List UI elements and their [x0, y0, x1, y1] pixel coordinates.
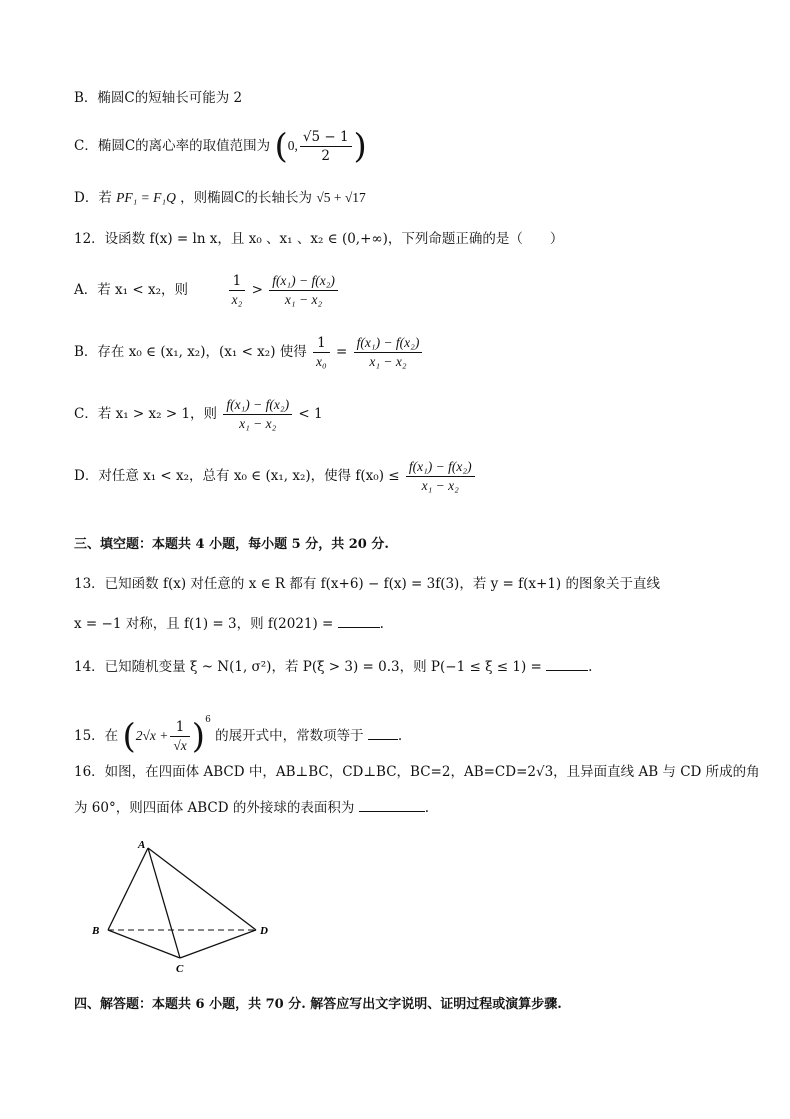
paren-right: ) [191, 716, 206, 757]
fraction-numerator: 1 [313, 334, 330, 353]
fraction-denominator: x₀ [316, 354, 327, 369]
vertex-label-d: D [260, 925, 268, 937]
eccentricity-fraction [300, 128, 352, 165]
answer-blank[interactable] [359, 799, 425, 812]
vertex-label-c: C [176, 963, 184, 975]
edge-ab [108, 848, 148, 930]
fraction-denominator: x₁ − x₂ [284, 292, 323, 307]
question-13-line-2 [74, 614, 384, 634]
question-16-line-2 [74, 798, 429, 818]
edge-ac [148, 848, 180, 958]
relation-symbol: = [336, 344, 348, 360]
difference-quotient [223, 396, 292, 433]
vertex-label-a: A [138, 839, 146, 851]
relation-symbol: > [251, 282, 263, 298]
question-12-option-a [74, 272, 340, 309]
answer-blank[interactable] [338, 615, 380, 628]
paren-left: ( [122, 716, 136, 757]
q15-suffix: 的展开式中，常数项等于 [215, 728, 364, 744]
fraction-numerator: 1 [229, 272, 246, 291]
option-d12-prefix: D．对任意 x₁ < x₂，总有 x₀ ∈ (x₁, x₂)，使得 f(x₀) ≤ [74, 468, 400, 484]
interval-lead: 0, [287, 138, 298, 153]
fraction-denominator: x₁ − x₂ [239, 416, 277, 431]
question-15 [74, 700, 403, 757]
difference-quotient [406, 458, 475, 495]
option-a-left-fraction [229, 272, 246, 309]
paren-left: ( [274, 126, 288, 167]
question-14 [74, 657, 592, 677]
vector-equation: PF₁ = F₁Q [116, 190, 176, 205]
q13-text: x = −1 对称，且 f(1) = 3，则 f(2021) = [74, 616, 334, 632]
tetrahedron-figure [88, 834, 278, 980]
question-16-line-1: 16．如图，在四面体 ABCD 中，AB⊥BC，CD⊥BC，BC=2，AB=CD=2√3，且异面直线 AB 与 CD 所成的角 [74, 764, 760, 780]
option-d-answer: √5 + √17 [316, 190, 366, 205]
fraction-numerator: f(x₁) − f(x₂) [223, 396, 292, 415]
section-3-heading: 三、填空题：本题共 4 小题，每小题 5 分，共 20 分. [74, 537, 389, 552]
option-c-prefix: C．椭圆C的离心率的取值范围为 [74, 138, 271, 154]
fraction-numerator: 1 [170, 718, 189, 737]
q16-text: 为 60°，则四面体 ABCD 的外接球的表面积为 [74, 800, 355, 816]
binomial-term: 2√x + [135, 728, 169, 743]
difference-quotient [269, 272, 338, 309]
option-a-prefix: A．若 x₁ < x₂，则 [74, 282, 188, 298]
question-12-option-c [74, 396, 323, 433]
fraction-numerator: √5 − 1 [300, 128, 352, 147]
section-4-heading: 四、解答题：本题共 6 小题，共 70 分. 解答应写出文字说明、证明过程或演算步骤. [74, 997, 562, 1012]
edge-ad [148, 848, 256, 930]
fraction-numerator: f(x₁) − f(x₂) [406, 458, 475, 477]
option-d-mid: ，则椭圆C的长轴长为 [180, 190, 313, 206]
binomial-fraction [170, 718, 189, 755]
option-c12-prefix: C．若 x₁ > x₂ > 1，则 [74, 406, 218, 422]
option-b-ellipse: B．椭圆C的短轴长可能为 2 [74, 90, 243, 106]
edge-cd [180, 930, 256, 958]
option-d-ellipse [74, 188, 366, 208]
option-d-prefix: D．若 [74, 190, 112, 206]
answer-blank[interactable] [546, 658, 588, 671]
question-12-option-b [74, 334, 424, 371]
vertex-label-b: B [92, 925, 100, 937]
option-c-ellipse [74, 128, 367, 165]
option-c12-suffix: < 1 [298, 406, 323, 422]
answer-blank[interactable] [368, 727, 398, 740]
q14-end: . [588, 659, 593, 675]
fraction-denominator: x₁ − x₂ [369, 354, 407, 369]
option-b-left-fraction [313, 334, 330, 371]
edge-bc [108, 930, 180, 958]
question-12-stem: 12．设函数 f(x) = ln x，且 x₀ 、x₁ 、x₂ ∈ (0,+∞)，下列命题正确的是（ ） [74, 231, 564, 247]
fraction-denominator: x₁ − x₂ [421, 478, 459, 493]
question-12-option-d [74, 458, 477, 495]
option-b-prefix: B．存在 x₀ ∈ (x₁, x₂)，(x₁ < x₂) 使得 [74, 344, 307, 360]
binomial-exponent: 6 [205, 715, 211, 725]
fraction-denominator: x₂ [231, 292, 243, 307]
question-13-line-1: 13．已知函数 f(x) 对任意的 x ∈ R 都有 f(x+6) − f(x) = 3f(3)，若 y = f(x+1) 的图象关于直线 [74, 576, 660, 592]
q14-text: 14．已知随机变量 ξ ~ N(1, σ²)，若 P(ξ > 3) = 0.3，则 P(−1 ≤ ξ ≤ 1) = [74, 659, 542, 675]
paren-right: ) [353, 126, 367, 167]
q13-end: . [379, 616, 384, 632]
q16-end: . [424, 800, 429, 816]
fraction-denominator: √x [173, 738, 187, 753]
fraction-numerator: f(x₁) − f(x₂) [354, 334, 423, 353]
fraction-numerator: f(x₁) − f(x₂) [269, 272, 338, 291]
difference-quotient [354, 334, 423, 371]
fraction-denominator: 2 [321, 148, 330, 164]
q15-prefix: 15．在 [74, 728, 119, 744]
q15-end: . [397, 728, 403, 744]
